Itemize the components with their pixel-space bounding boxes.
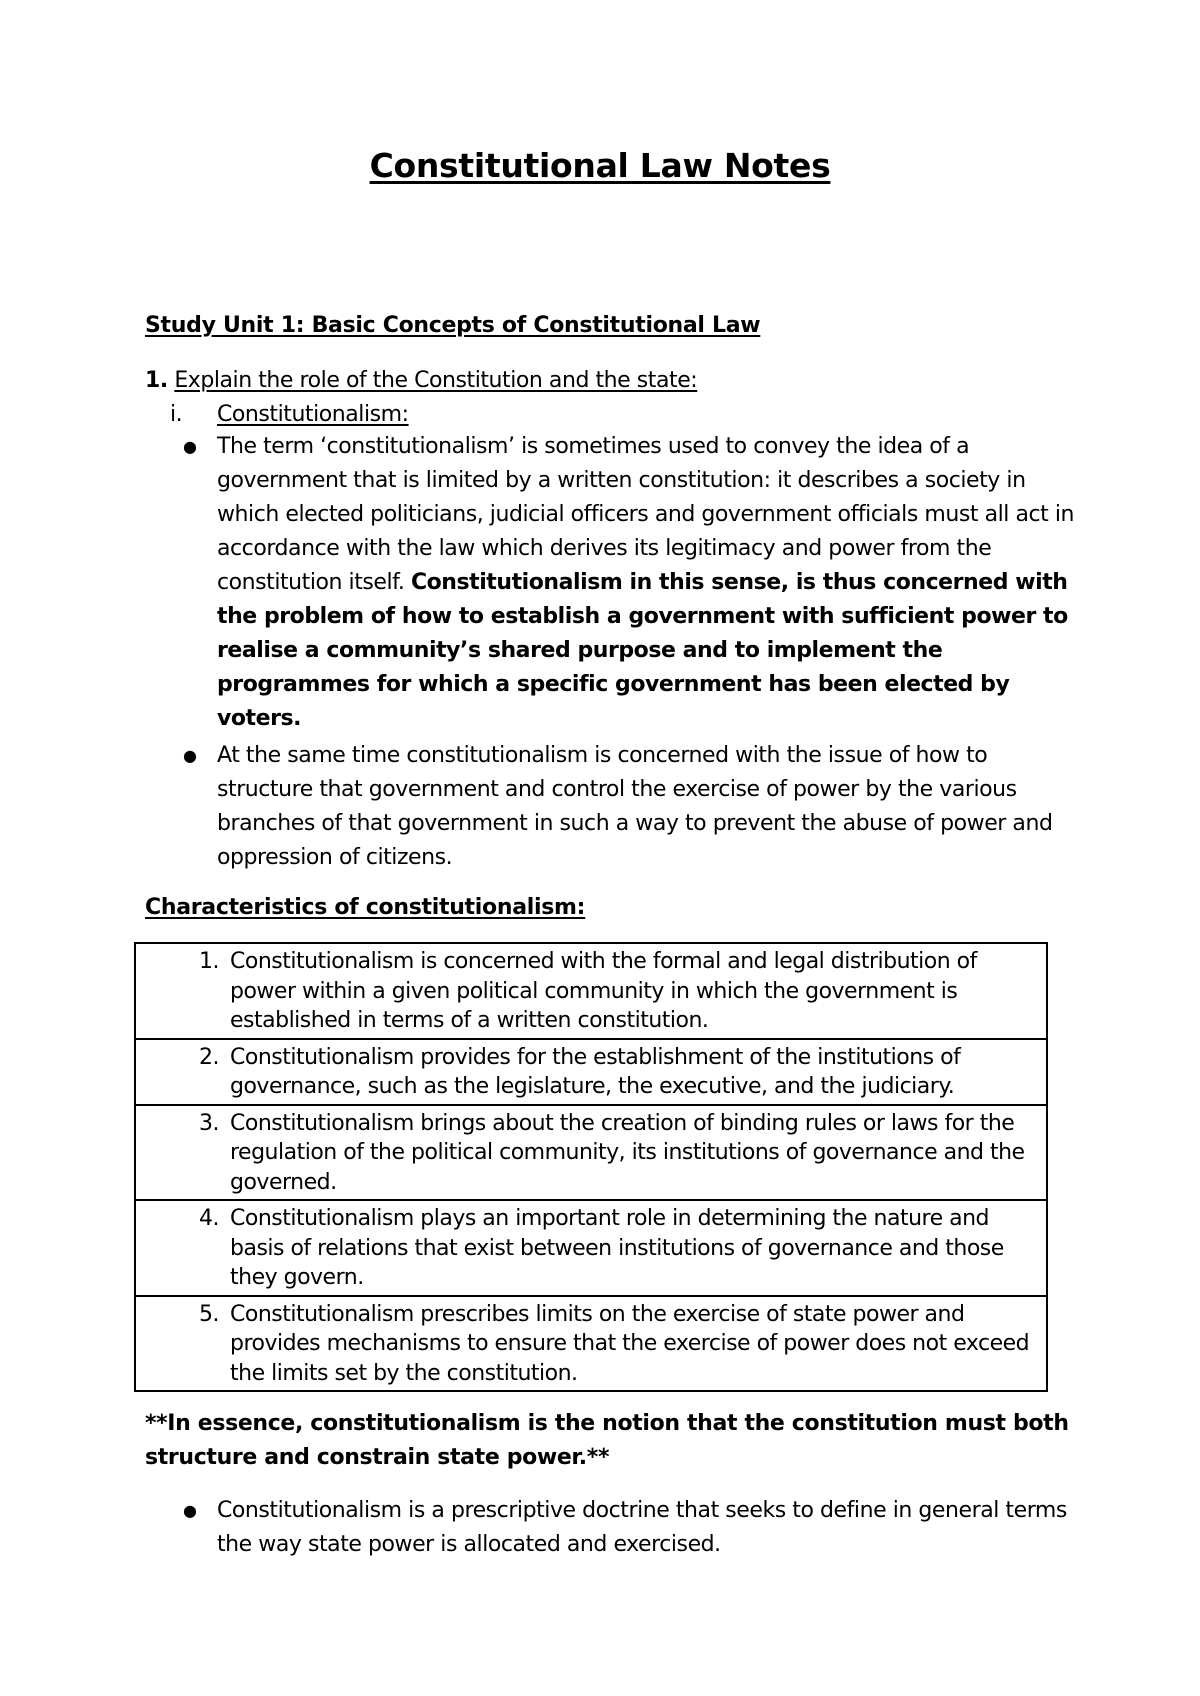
bullet-item-1 [217, 430, 1077, 736]
final-bullet-text: Constitutionalism is a prescriptive doctrine that seeks to define in general terms the way state power is allocated and exercised. [217, 1498, 1067, 1557]
study-unit-heading: Study Unit 1: Basic Concepts of Constitutional Law [145, 313, 761, 338]
bullet-1-normal-text: The term ‘constitutionalism’ is sometimes used to convey the idea of a government that is limited by a written constitution: it describes a society in which elected politicians, judicial officers and government officials must all act in accordance with the law which derives its legitimacy and power from the constitution itself. [217, 434, 1075, 595]
bullet-icon: ● [183, 1501, 197, 1520]
question-number: 1. [145, 368, 168, 393]
table-row [135, 943, 1047, 1039]
essence-statement: **In essence, constitutionalism is the notion that the constitution must both structure and constrain state power.** [145, 1411, 1069, 1470]
bullet-item-2 [217, 739, 1077, 875]
characteristics-table [134, 942, 1048, 1392]
table-row [135, 1296, 1047, 1392]
characteristics-heading: Characteristics of constitutionalism: [145, 895, 586, 920]
table-row [135, 1105, 1047, 1201]
question-line [145, 366, 697, 396]
final-bullet [217, 1494, 1077, 1562]
sub-item-numeral: i. [170, 402, 183, 427]
row-text: Constitutionalism brings about the creation of binding rules or laws for the regulation of the political community, its institutions of governance and the governed. [230, 1110, 1025, 1195]
table-row [135, 1200, 1047, 1296]
row-number: 3. [199, 1110, 219, 1136]
page-title: Constitutional Law Notes [369, 146, 831, 185]
bullet-1-bold-text: Constitutionalism in this sense, is thus concerned with the problem of how to establish a government with sufficient power to realise a community’s shared purpose and to implement the programmes for which a specific government has been elected by voters. [217, 570, 1068, 731]
row-number: 4. [199, 1206, 219, 1231]
question-text: Explain the role of the Constitution and the state: [174, 368, 698, 393]
row-text: Constitutionalism provides for the establishment of the institutions of governance, such as the legislature, the executive, and the judiciary. [230, 1044, 961, 1099]
table-row [135, 1039, 1047, 1105]
bullet-icon: ● [183, 437, 197, 456]
sub-item-heading: Constitutionalism: [217, 402, 409, 427]
row-text: Constitutionalism plays an important role in determining the nature and basis of relations that exist between institutions of governance and those they govern. [230, 1206, 1004, 1290]
row-number: 5. [199, 1301, 219, 1327]
bullet-icon: ● [183, 746, 197, 765]
row-number: 2. [199, 1044, 219, 1070]
row-number: 1. [199, 949, 219, 974]
row-text: Constitutionalism is concerned with the formal and legal distribution of power within a given political community in which the government is established in terms of a written constitution. [230, 949, 977, 1033]
bullet-2-text: At the same time constitutionalism is concerned with the issue of how to structure that government and control the exercise of power by the various branches of that government in such a way to prevent the abuse of power and oppression of citizens. [217, 743, 1053, 870]
row-text: Constitutionalism prescribes limits on the exercise of state power and provides mechanisms to ensure that the exercise of power does not exceed the limits set by the constitution. [230, 1301, 1030, 1386]
